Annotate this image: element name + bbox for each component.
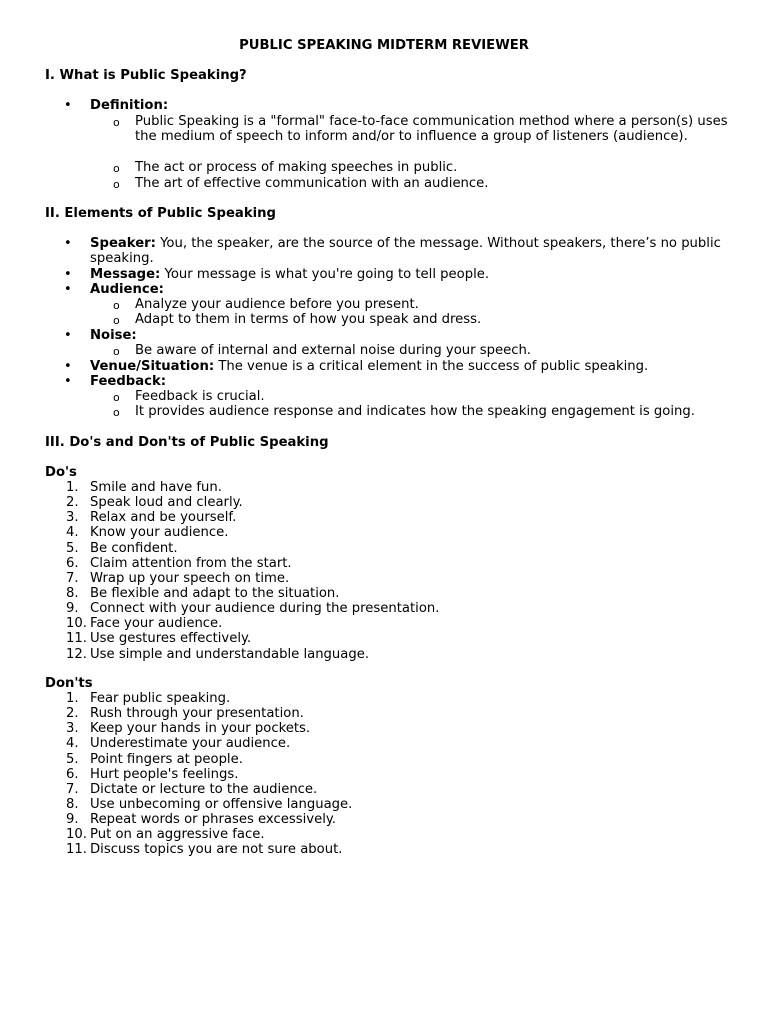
message-item: Message: Your message is what you're going to tell people. [90,267,490,282]
document-title: PUBLIC SPEAKING MIDTERM REVIEWER [239,38,529,53]
bullet-icon: • [64,98,72,113]
audience-item: Adapt to them in terms of how you speak and dress. [135,312,482,327]
sub-bullet-icon: o [113,345,120,358]
section-3-heading: III. Do's and Don'ts of Public Speaking [45,435,329,450]
dos-heading: Do's [45,465,77,480]
sub-bullet-icon: o [113,299,120,312]
audience-label: Audience: [90,282,164,297]
sub-bullet-icon: o [113,391,120,404]
definition-item: The art of effective communication with an audience. [135,176,489,191]
definition-label: Definition: [90,98,169,113]
bullet-icon: • [64,267,72,282]
feedback-item: Feedback is crucial. [135,389,265,404]
definition-item: Public Speaking is a "formal" face-to-face communication method where a person(s) uses the medium of speech to inform and/or to influence a group of listeners (audience). [135,114,728,145]
bullet-icon: • [64,359,72,374]
bullet-icon: • [64,374,72,389]
audience-item: Analyze your audience before you present. [135,297,419,312]
feedback-item: It provides audience response and indicates how the speaking engagement is going. [135,404,695,419]
definition-item: The act or process of making speeches in public. [135,160,458,175]
feedback-label: Feedback: [90,374,167,389]
venue-item: Venue/Situation: The venue is a critical element in the success of public speaking. [90,359,649,374]
sub-bullet-icon: o [113,406,120,419]
bullet-icon: • [64,282,72,297]
sub-bullet-icon: o [113,178,120,191]
section-1-heading: I. What is Public Speaking? [45,68,247,83]
sub-bullet-icon: o [113,314,120,327]
sub-bullet-icon: o [113,116,120,129]
donts-heading: Don'ts [45,676,93,691]
section-2-heading: II. Elements of Public Speaking [45,206,276,221]
noise-label: Noise: [90,328,137,343]
sub-bullet-icon: o [113,162,120,175]
document-page: PUBLIC SPEAKING MIDTERM REVIEWER I. What is Public Speaking? • Definition: o Public Speaking is a "formal" face-to-face communication method where a person(s) uses the medium of speech to inform and/or to influence a group of listeners (audience). o The act or process of making speeches in public. o The art of effective communication with an audience. II. Elements of Public Speaking • Speaker: You, the speaker, are the source of the message. Without speakers, there’s no public speaking. • Message: Your message is what you're going to tell people. • Audience: o Analyze your audience before you present. o Adapt to them in terms of how you speak and dress. • Noise: o Be aware of internal and external noise during your speech. • Venue/Situation: The venue is a critical element in the success of public speaking. • Feedback: o Feedback is crucial. o It provides audience response and indicates how the speaking engagement is going. III. Do's and Don'ts of Public Speaking Do's 1. Smile and have fun. 2. Speak loud and clearly. 3. Relax and be yourself. 4. Know your audience. 5. Be confident. 6. Claim attention from the start. 7. Wrap up your speech on time. 8. Be flexible and adapt to the situation. 9. Connect with your audience during the presentation. 10. Face your audience. 11. Use gestures effectively. 12. Use simple and understandable language. Don'ts 1. Fear public speaking. 2. Rush through your presentation. 3. Keep your hands in your pockets. 4. Underestimate your audience. 5. Point fingers at people. 6. Hurt people's feelings. 7. Dictate or lecture to the audience. 8. Use unbecoming or offensive language. 9. Repeat words or phrases excessively. 10. Put on an aggressive face. 11. Discuss topics you are not sure about. [0,0,768,1024]
noise-item: Be aware of internal and external noise during your speech. [135,343,532,358]
speaker-item: Speaker: You, the speaker, are the source of the message. Without speakers, there’s no public speaking. [90,236,721,267]
bullet-icon: • [64,236,72,251]
bullet-icon: • [64,328,72,343]
